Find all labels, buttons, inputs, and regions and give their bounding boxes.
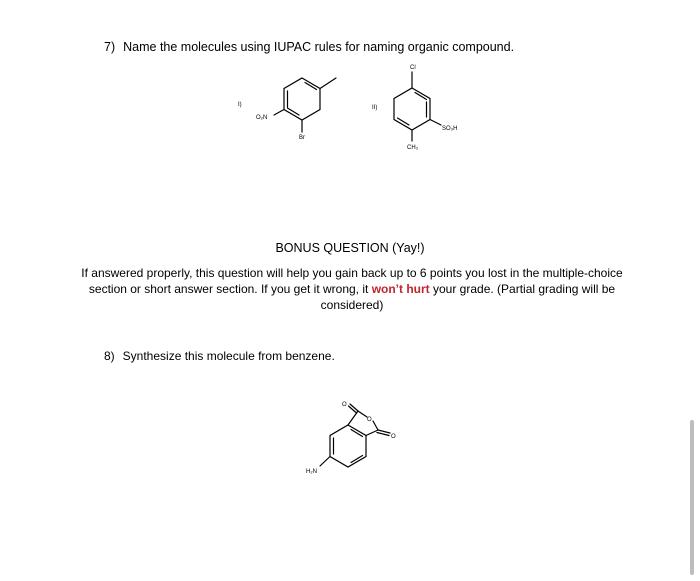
- nitro-bond: [274, 110, 284, 116]
- methyl-group: CH₃: [407, 145, 419, 151]
- bonus-highlight: won’t hurt: [371, 282, 430, 296]
- amine-bond: [320, 457, 330, 467]
- molecule-2-label: II): [372, 105, 378, 111]
- sulfonic-acid-group: SO₃H: [442, 126, 458, 132]
- bonus-text-after: your grade. (Partial grading will be considered): [320, 282, 616, 312]
- carbonyl-bond-right: [378, 430, 390, 433]
- molecule-2-ring: [394, 88, 430, 130]
- question-7-number: 7): [104, 40, 116, 54]
- molecule-3-anhydride-ring: [348, 411, 378, 436]
- molecule-1-ring: [284, 78, 320, 120]
- oxygen-ring: O: [367, 417, 372, 423]
- bonus-title: BONUS QUESTION (Yay!): [275, 241, 425, 255]
- molecule-3-structure: [300, 397, 410, 487]
- bromo-group: Br: [299, 135, 305, 141]
- oxygen-right: O: [391, 434, 396, 440]
- question-7: [104, 40, 514, 54]
- question-8: [104, 349, 335, 363]
- carbonyl-bond-top-double: [349, 406, 357, 413]
- oxygen-top: O: [342, 402, 347, 408]
- chloro-group: Cl: [410, 65, 416, 71]
- nitro-group: O₂N: [256, 115, 268, 121]
- bonus-description: [78, 265, 626, 313]
- question-7-text: Name the molecules using IUPAC rules for naming organic compound.: [123, 40, 515, 54]
- vertical-scrollbar[interactable]: [690, 420, 694, 575]
- bonus-text-before: If answered properly, this question will help you gain back up to 6 points you lost in the multiple-choice section or short answer section. If you get it wrong, it: [81, 266, 623, 296]
- molecule-1-structure: [230, 70, 360, 155]
- methyl-bond: [320, 78, 336, 89]
- question-8-number: 8): [104, 349, 115, 363]
- molecule-1-label: I): [238, 102, 242, 108]
- molecule-2-structure: [365, 58, 475, 158]
- carbonyl-bond-right-double: [377, 433, 389, 436]
- question-8-text: Synthesize this molecule from benzene.: [122, 349, 335, 363]
- carbonyl-bond-top: [350, 404, 358, 411]
- amine-group: H₂N: [306, 469, 317, 475]
- sulfonic-bond: [430, 120, 441, 126]
- molecule-3-benzene-ring: [330, 425, 366, 467]
